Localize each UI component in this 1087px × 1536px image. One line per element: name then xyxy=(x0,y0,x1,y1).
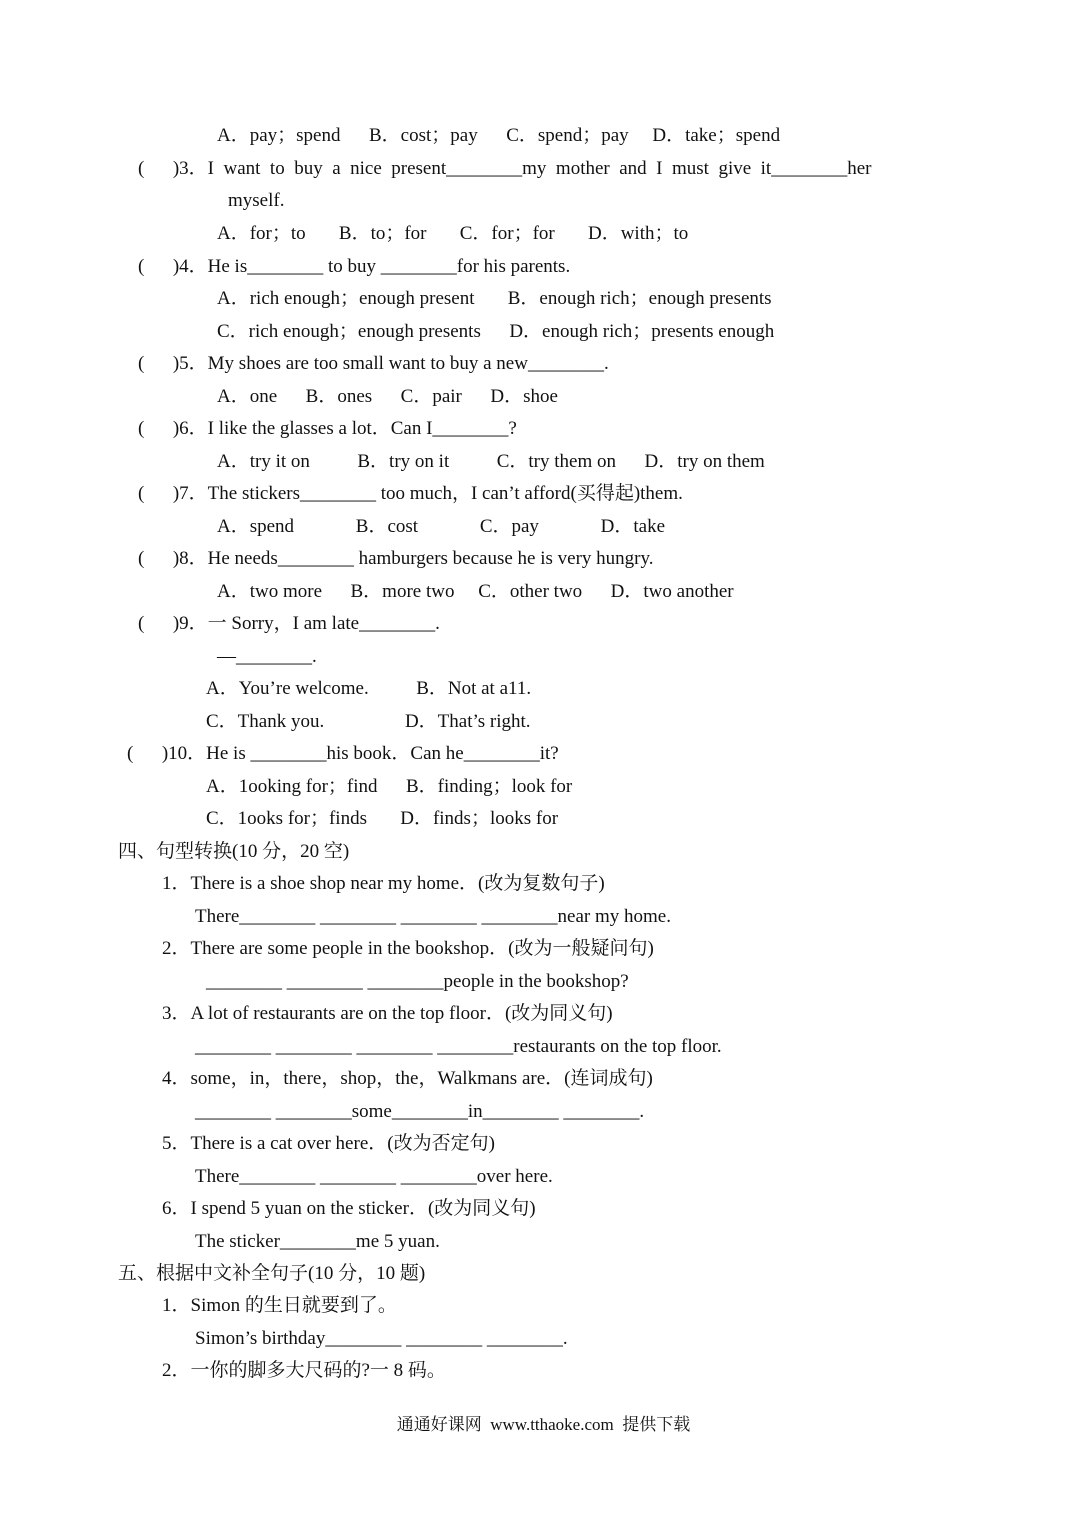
q10-stem: ( )10．He is ________his book．Can he________it? xyxy=(127,743,559,764)
q3-options: A．for；to B．to；for C．for；for D．with；to xyxy=(217,223,689,244)
q2-options: A．pay；spend B．cost；pay C．spend；pay D．take；spend xyxy=(217,125,781,146)
section-5-title: 五、根据中文补全句子(10 分，10 题) xyxy=(118,1263,426,1284)
q7-options: A．spend B．cost C．pay D．take xyxy=(217,516,666,537)
s4-q1-answer: There________ ________ ________ ________near my home. xyxy=(195,906,671,927)
q4-options-ab: A．rich enough；enough present B．enough rich；enough presents xyxy=(217,288,772,309)
q3-stem-cont: myself. xyxy=(228,190,285,211)
s4-q5-answer: There________ ________ ________over here. xyxy=(195,1166,553,1187)
s4-q1: 1．There is a shoe shop near my home．(改为复数句子) xyxy=(162,873,605,894)
q10-options-ab: A．1ooking for；find B．finding；look for xyxy=(206,776,573,797)
s4-q6-answer: The sticker________me 5 yuan. xyxy=(195,1231,440,1252)
q5-options: A．one B．ones C．pair D．shoe xyxy=(217,386,558,407)
q9-stem: ( )9．一 Sorry，I am late________. xyxy=(138,613,440,634)
q8-options: A．two more B．more two C．other two D．two another xyxy=(217,581,734,602)
q4-options-cd: C．rich enough；enough presents D．enough rich；presents enough xyxy=(217,321,775,342)
q10-options-cd: C．1ooks for；finds D．finds；looks for xyxy=(206,808,559,829)
page-footer: 通通好课网 www.tthaoke.com 提供下载 xyxy=(396,1415,691,1434)
q6-options: A．try it on B．try on it C．try them on D．try on them xyxy=(217,451,765,472)
s4-q2-answer: ________ ________ ________people in the bookshop? xyxy=(206,971,629,992)
s4-q6: 6．I spend 5 yuan on the sticker．(改为同义句) xyxy=(162,1198,536,1219)
q3-stem: ( )3．I want to buy a nice present________my mother and I must give it________her xyxy=(138,158,872,179)
section-4-title: 四、句型转换(10 分，20 空) xyxy=(118,841,350,862)
q9-stem-reply: —________. xyxy=(217,646,317,667)
q6-stem: ( )6．I like the glasses a lot．Can I________? xyxy=(138,418,517,439)
s4-q4: 4．some，in，there，shop，the，Walkmans are．(连词成句) xyxy=(162,1068,653,1089)
s4-q3: 3．A lot of restaurants are on the top floor．(改为同义句) xyxy=(162,1003,613,1024)
q8-stem: ( )8．He needs________ hamburgers because he is very hungry. xyxy=(138,548,654,569)
s4-q3-answer: ________ ________ ________ ________restaurants on the top floor. xyxy=(195,1036,722,1057)
q9-options-ab: A．You’re welcome. B．Not at a11. xyxy=(206,678,532,699)
q7-stem: ( )7．The stickers________ too much，I can’t afford(买得起)them. xyxy=(138,483,683,504)
s4-q5: 5．There is a cat over here．(改为否定句) xyxy=(162,1133,495,1154)
s4-q2: 2．There are some people in the bookshop．(改为一般疑问句) xyxy=(162,938,654,959)
q4-stem: ( )4．He is________ to buy ________for his parents. xyxy=(138,256,571,277)
q9-options-cd: C．Thank you. D．That’s right. xyxy=(206,711,531,732)
s5-q1-answer: Simon’s birthday________ ________ ________. xyxy=(195,1328,568,1349)
s4-q4-answer: ________ ________some________in________ ________. xyxy=(195,1101,645,1122)
s5-q1: 1．Simon 的生日就要到了。 xyxy=(162,1295,397,1316)
q5-stem: ( )5．My shoes are too small want to buy a new________. xyxy=(138,353,609,374)
s5-q2: 2．一你的脚多大尺码的?一 8 码。 xyxy=(162,1360,446,1381)
